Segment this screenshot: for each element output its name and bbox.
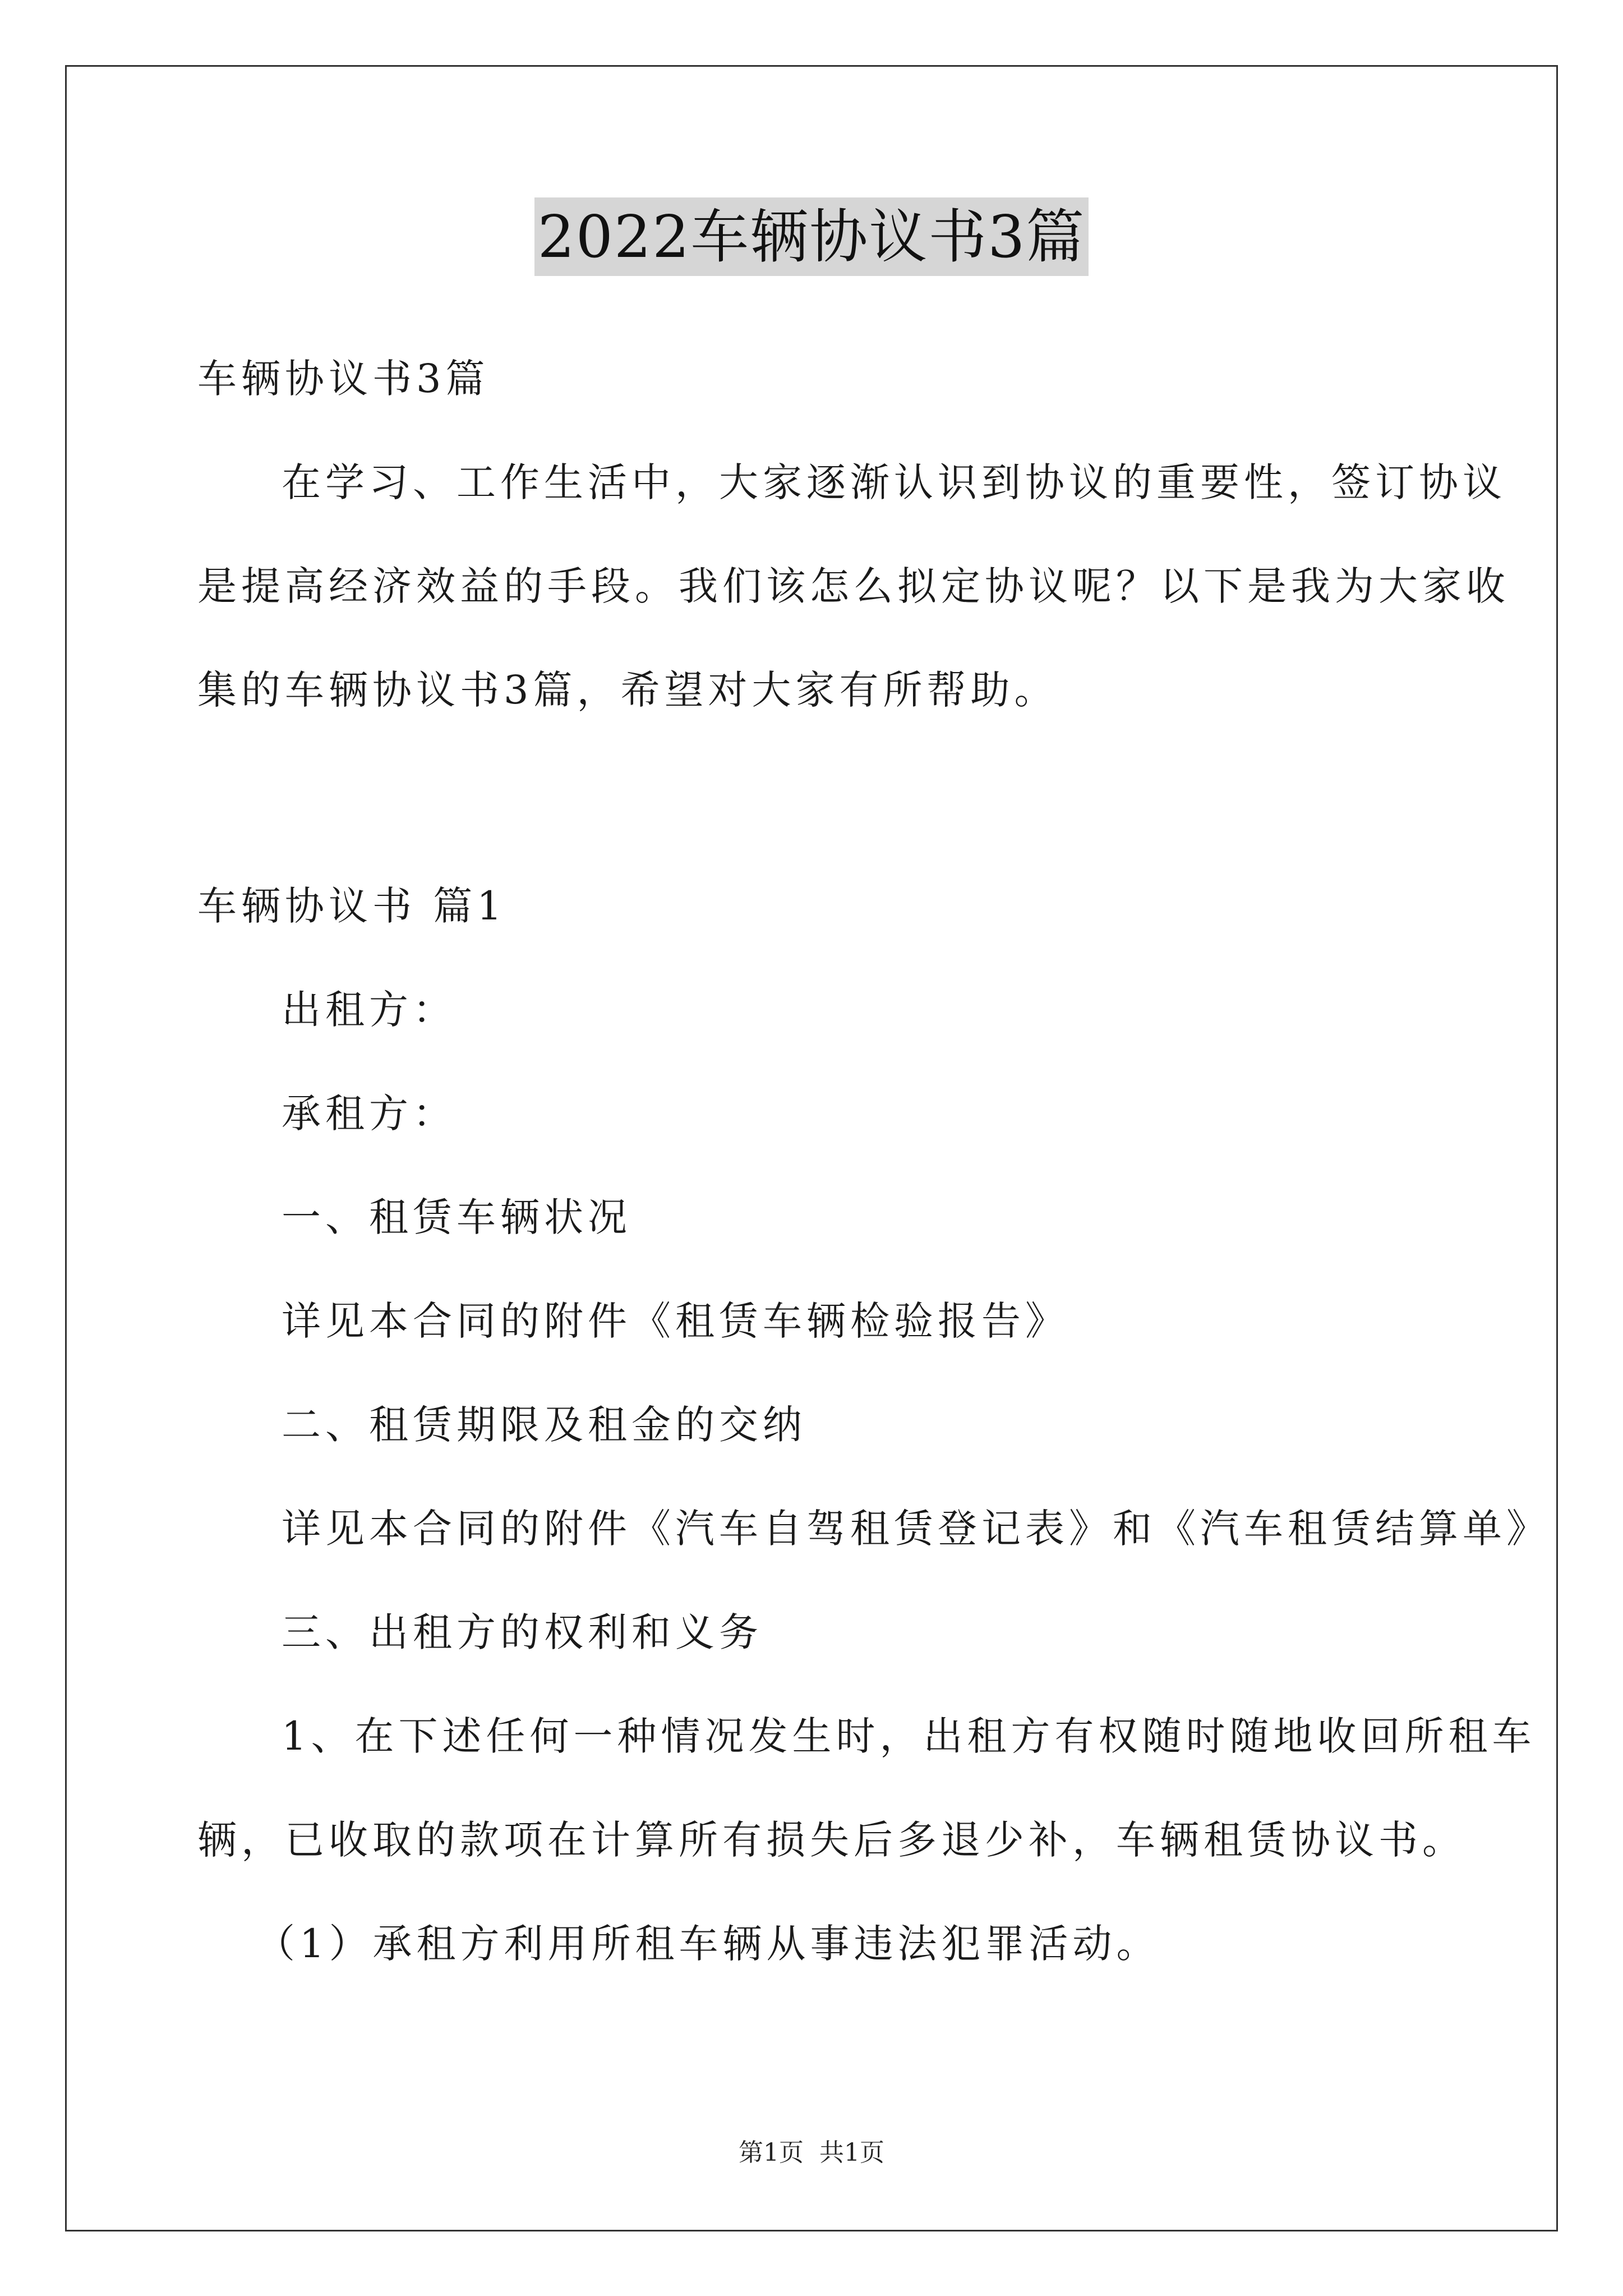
page-number: 第1页 [739,2138,804,2167]
body-line-item-1a: 1、在下述任何一种情况发生时，出租方有权随时随地收回所租车 [282,1713,1536,1759]
body-line-lessee: 承租方： [282,1091,457,1137]
body-line-item-1-sub-1: （1）承租方利用所租车辆从事违法犯罪活动。 [256,1921,1160,1967]
document-title: 2022车辆协议书3篇 [534,197,1089,276]
body-line-clause-2-text: 详见本合同的附件《汽车自驾租赁登记表》和《汽车租赁结算单》 [282,1506,1550,1552]
intro-line-2: 是提高经济效益的手段。我们该怎么拟定协议呢？以下是我为大家收 [197,563,1510,609]
body-line-clause-2-heading: 二、租赁期限及租金的交纳 [282,1402,806,1448]
intro-line-3: 集的车辆协议书3篇，希望对大家有所帮助。 [197,667,1058,713]
body-line-clause-3-heading: 三、出租方的权利和义务 [282,1609,763,1655]
page-total: 共1页 [819,2138,884,2167]
document-subtitle: 车辆协议书3篇 [197,356,490,402]
body-line-clause-1-text: 详见本合同的附件《租赁车辆检验报告》 [282,1298,1069,1344]
section-heading: 车辆协议书 篇1 [197,883,506,929]
body-line-clause-1-heading: 一、租赁车辆状况 [282,1194,631,1240]
body-line-item-1b: 辆，已收取的款项在计算所有损失后多退少补，车辆租赁协议书。 [197,1817,1466,1863]
body-line-lessor: 出租方： [282,987,457,1033]
title-container [0,197,1623,276]
intro-line-1: 在学习、工作生活中，大家逐渐认识到协议的重要性，签订协议 [282,459,1506,505]
page-footer [0,2136,1623,2170]
